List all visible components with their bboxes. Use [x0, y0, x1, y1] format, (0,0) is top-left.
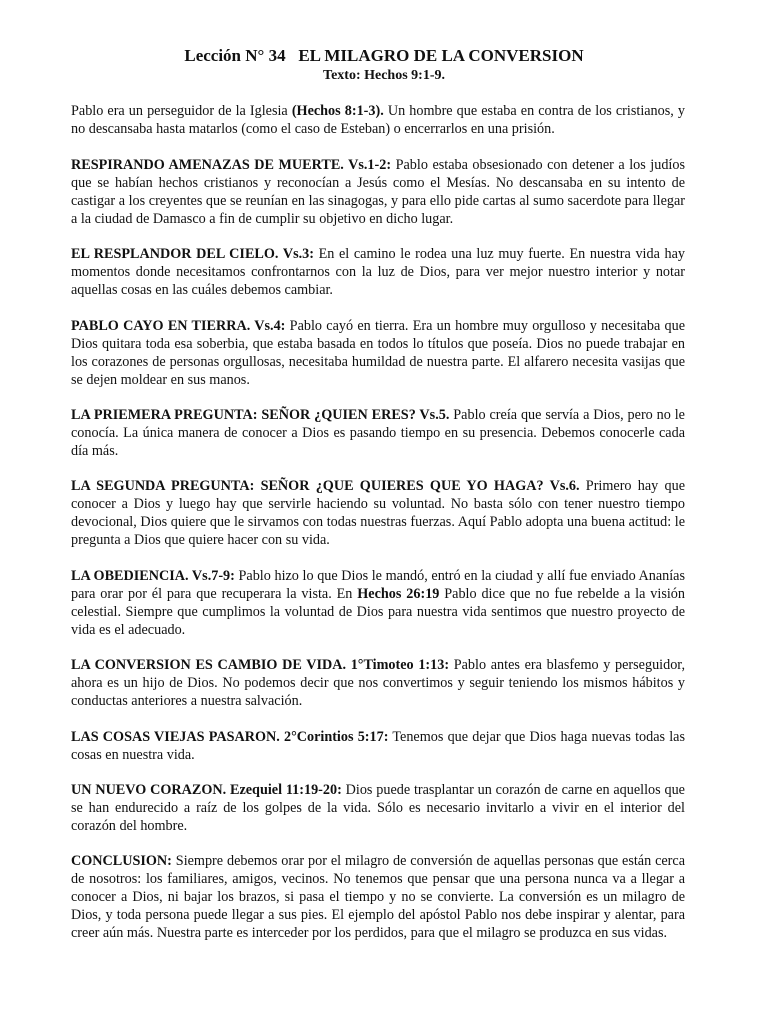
paragraph-text: Pablo cayó en tierra. Era un hombre muy orgulloso y necesitaba que Dios quitara toda esa soberbia, que estaba basada en todos lo títulos que poseía. Dios no puede trabajar en los corazones de personas orgullosas, necesitaba humildad de nuestra parte. El alfarero necesita vasijas que se dejen moldear en sus manos. [71, 318, 685, 388]
paragraph-resplandor-del-cielo [71, 245, 685, 299]
paragraph-lead: RESPIRANDO AMENAZAS DE MUERTE. Vs.1-2: [71, 157, 392, 173]
lesson-title: Lección N° 34 EL MILAGRO DE LA CONVERSION [184, 46, 584, 65]
paragraph-primera-pregunta [71, 406, 685, 460]
paragraph-intro [71, 102, 685, 138]
paragraph-text: Tenemos que dejar que Dios haga nuevas todas las cosas en nuestra vida. [71, 729, 685, 763]
paragraph-conclusion [71, 852, 685, 942]
paragraph-lead: EL RESPLANDOR DEL CIELO. Vs.3: [71, 246, 314, 262]
paragraph-segunda-pregunta [71, 477, 685, 549]
paragraph-text: Un hombre que estaba en contra de los cristianos, y no descansaba hasta matarlos (como el caso de Esteban) o encerrarlos en una prisión. [71, 103, 685, 137]
paragraph-text: Dios puede trasplantar un corazón de carne en aquellos que se han endurecido a raíz de los golpes de la vida. Sólo es necesario invitarlo a vivir en el interior del corazón del hombre. [71, 782, 685, 834]
paragraph-lead: LAS COSAS VIEJAS PASARON. 2°Corintios 5:17: [71, 729, 389, 745]
paragraph-text: Pablo antes era blasfemo y perseguidor, ahora es un hijo de Dios. No podemos decir que nos convertimos y seguir teniendo los mismos hábitos y conductas anteriores a nuestra salvación. [71, 657, 685, 709]
paragraph-text: En el camino le rodea una luz muy fuerte. En nuestra vida hay momentos donde necesitamos confrontarnos con la luz de Dios, para ver mejor nuestro interior y notar aquellas cosas en las cuáles debemos cambiar. [71, 246, 685, 298]
paragraph-conversion-cambio [71, 656, 685, 710]
paragraph-cosas-viejas [71, 728, 685, 764]
paragraph-lead: CONCLUSION: [71, 853, 172, 869]
paragraph-reference: Hechos 26:19 [357, 586, 440, 602]
paragraph-text: Pablo creía que servía a Dios, pero no le conocía. La única manera de conocer a Dios es pasando tiempo en su presencia. Debemos conocerle cada día más. [71, 407, 685, 459]
paragraph-text: Pablo estaba obsesionado con detener a los judíos que se habían hechos cristianos y reconocían a Jesús como el Mesías. No descansaba en su intento de castigar a los creyentes que se reunían en las sinagogas, y para ello pide cartas al sumo sacerdote para llegar a la ciudad de Damasco a fin de cumplir su objetivo en dicho lugar. [71, 157, 685, 227]
paragraph-lead: UN NUEVO CORAZON. Ezequiel 11:19-20: [71, 782, 342, 798]
paragraph-lead: LA CONVERSION ES CAMBIO DE VIDA. 1°Timoteo 1:13: [71, 657, 450, 673]
paragraph-obediencia [71, 567, 685, 639]
paragraph-lead: LA PRIEMERA PREGUNTA: SEÑOR ¿QUIEN ERES? Vs.5. [71, 407, 450, 423]
paragraph-text: Primero hay que conocer a Dios y luego hay que servirle haciendo su voluntad. No basta sólo con tener nuestro tiempo devocional, Dios quiere que le sirvamos con todas nuestras fuerzas. Aquí Pablo adopta una buena actitud: le pregunta a Dios que quiere hacer con su vida. [71, 478, 685, 548]
paragraph-nuevo-corazon [71, 781, 685, 835]
paragraph-lead: PABLO CAYO EN TIERRA. Vs.4: [71, 318, 286, 334]
paragraph-text: Pablo era un perseguidor de la Iglesia [71, 103, 292, 119]
paragraph-text: Pablo hizo lo que Dios le mandó, entró en la ciudad y allí fue enviado Ananías para orar por él para que recuperara la vista. En [71, 568, 685, 602]
paragraph-lead: LA SEGUNDA PREGUNTA: SEÑOR ¿QUE QUIERES QUE YO HAGA? Vs.6. [71, 478, 580, 494]
paragraph-text: Pablo dice que no fue rebelde a la visión celestial. Siempre que cumplimos la voluntad de Dios para nuestra vida sentimos que nuestro proyecto de vida es el adecuado. [71, 586, 685, 638]
paragraph-text: Siempre debemos orar por el milagro de conversión de aquellas personas que están cerca de nosotros: los familiares, amigos, vecinos. No tenemos que pensar que una persona nunca va a llegar a conocer a Dios, ni bajar los brazos, si pasa el tiempo y no se convierte. La conversión es un milagro de Dios, y toda persona puede llegar a sus pies. El ejemplo del apóstol Pablo nos debe inspirar y alentar, para creer aún más. Nuestra parte es interceder por los perdidos, para que el milagro se produzca en sus vidas. [71, 853, 685, 941]
lesson-subtitle: Texto: Hechos 9:1-9. [323, 68, 445, 83]
paragraph-lead: LA OBEDIENCIA. Vs.7-9: [71, 568, 235, 584]
paragraph-reference: (Hechos 8:1-3). [291, 103, 384, 119]
paragraph-pablo-cayo [71, 317, 685, 389]
paragraph-respirando-amenazas [71, 156, 685, 228]
